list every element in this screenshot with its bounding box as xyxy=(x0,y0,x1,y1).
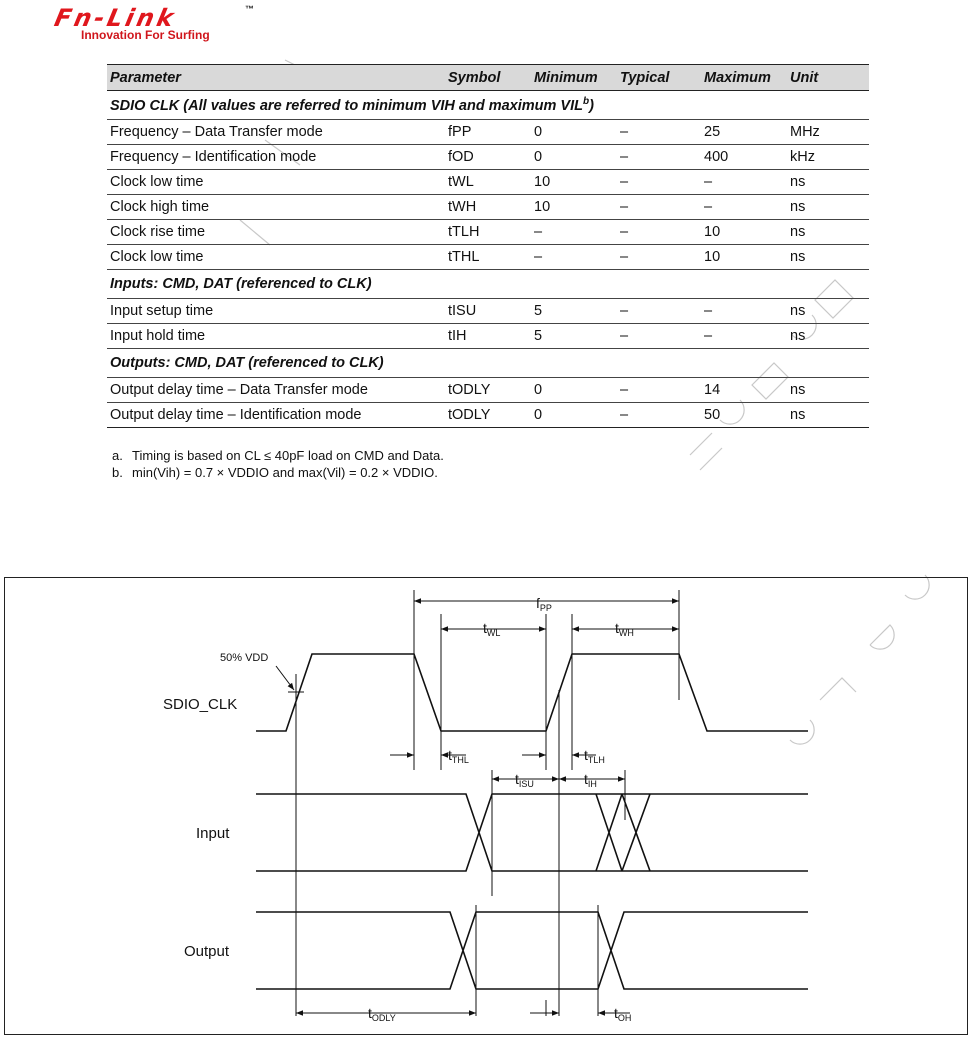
symbol-cell: tIH xyxy=(445,324,531,349)
param-cell: Frequency – Identification mode xyxy=(107,145,445,170)
max-cell: – xyxy=(701,299,787,324)
section-title: Outputs: CMD, DAT (referenced to CLK) xyxy=(107,349,869,378)
param-cell: Clock low time xyxy=(107,245,445,270)
min-cell: – xyxy=(531,220,617,245)
symbol-cell: tISU xyxy=(445,299,531,324)
max-cell: 400 xyxy=(701,145,787,170)
signal-label-input: Input xyxy=(196,825,230,842)
symbol-cell: tODLY xyxy=(445,403,531,428)
label-toh: $t_{OH}$ xyxy=(614,1005,632,1023)
max-cell: 10 xyxy=(701,220,787,245)
signal-label-output: Output xyxy=(184,943,230,960)
min-cell: 10 xyxy=(531,195,617,220)
unit-cell: ns xyxy=(787,324,869,349)
symbol-cell: tTLH xyxy=(445,220,531,245)
unit-cell: ns xyxy=(787,195,869,220)
unit-cell: kHz xyxy=(787,145,869,170)
unit-cell: ns xyxy=(787,378,869,403)
label-todly: $t_{ODLY}$ xyxy=(368,1005,396,1023)
max-cell: – xyxy=(701,195,787,220)
param-cell: Clock low time xyxy=(107,170,445,195)
vdd-label: 50% VDD xyxy=(220,652,269,664)
column-header: Unit xyxy=(787,65,869,91)
unit-cell: MHz xyxy=(787,120,869,145)
symbol-cell: tWH xyxy=(445,195,531,220)
typ-cell: – xyxy=(617,170,701,195)
typ-cell: – xyxy=(617,403,701,428)
typ-cell: – xyxy=(617,120,701,145)
column-header: Maximum xyxy=(701,65,787,91)
unit-cell: ns xyxy=(787,245,869,270)
typ-cell: – xyxy=(617,245,701,270)
min-cell: 0 xyxy=(531,145,617,170)
max-cell: – xyxy=(701,170,787,195)
section-title: SDIO CLK (All values are referred to minimum VIH and maximum VIL$^b$) xyxy=(107,91,869,120)
logo-wordmark: Fn-Link xyxy=(52,4,179,32)
min-cell: – xyxy=(531,245,617,270)
unit-cell: ns xyxy=(787,220,869,245)
min-cell: 0 xyxy=(531,120,617,145)
max-cell: 25 xyxy=(701,120,787,145)
label-tih: $t_{IH}$ xyxy=(584,771,597,789)
max-cell: – xyxy=(701,324,787,349)
symbol-cell: fOD xyxy=(445,145,531,170)
logo-trademark: ™ xyxy=(245,4,254,14)
symbol-cell: fPP xyxy=(445,120,531,145)
param-cell: Clock rise time xyxy=(107,220,445,245)
unit-cell: ns xyxy=(787,170,869,195)
symbol-cell: tODLY xyxy=(445,378,531,403)
max-cell: 10 xyxy=(701,245,787,270)
output-waveform xyxy=(256,912,808,989)
label-twl: $t_{WL}$ xyxy=(483,620,501,638)
label-fpp: $f_{PP}$ xyxy=(536,595,552,613)
footnote-letter: a. xyxy=(112,448,123,463)
vdd-pointer xyxy=(276,666,294,690)
column-header: Minimum xyxy=(531,65,617,91)
logo-tagline: Innovation For Surfing xyxy=(81,28,210,42)
unit-cell: ns xyxy=(787,403,869,428)
max-cell: 14 xyxy=(701,378,787,403)
min-cell: 5 xyxy=(531,324,617,349)
unit-cell: ns xyxy=(787,299,869,324)
min-cell: 5 xyxy=(531,299,617,324)
param-cell: Input hold time xyxy=(107,324,445,349)
max-cell: 50 xyxy=(701,403,787,428)
param-cell: Frequency – Data Transfer mode xyxy=(107,120,445,145)
min-cell: 0 xyxy=(531,403,617,428)
symbol-cell: tWL xyxy=(445,170,531,195)
footnote-letter: b. xyxy=(112,465,123,480)
typ-cell: – xyxy=(617,324,701,349)
param-cell: Output delay time – Identification mode xyxy=(107,403,445,428)
footnote-text: Timing is based on CL ≤ 40pF load on CMD and Data. xyxy=(132,448,444,463)
param-cell: Input setup time xyxy=(107,299,445,324)
typ-cell: – xyxy=(617,195,701,220)
typ-cell: – xyxy=(617,220,701,245)
clk-waveform xyxy=(256,654,808,731)
param-cell: Clock high time xyxy=(107,195,445,220)
typ-cell: – xyxy=(617,145,701,170)
label-tisu: $t_{ISU}$ xyxy=(515,771,534,789)
input-waveform xyxy=(256,794,808,871)
min-cell: 10 xyxy=(531,170,617,195)
min-cell: 0 xyxy=(531,378,617,403)
typ-cell: – xyxy=(617,378,701,403)
param-cell: Output delay time – Data Transfer mode xyxy=(107,378,445,403)
footnote-text: min(Vih) = 0.7 × VDDIO and max(Vil) = 0.2 × VDDIO. xyxy=(132,465,438,480)
label-twh: $t_{WH}$ xyxy=(615,620,634,638)
column-header: Symbol xyxy=(445,65,531,91)
typ-cell: – xyxy=(617,299,701,324)
section-title: Inputs: CMD, DAT (referenced to CLK) xyxy=(107,270,869,299)
column-header: Typical xyxy=(617,65,701,91)
column-header: Parameter xyxy=(107,65,445,91)
label-tthl: $t_{THL}$ xyxy=(448,747,469,765)
symbol-cell: tTHL xyxy=(445,245,531,270)
label-ttlh: $t_{TLH}$ xyxy=(584,747,605,765)
signal-label-clk: SDIO_CLK xyxy=(163,696,238,713)
